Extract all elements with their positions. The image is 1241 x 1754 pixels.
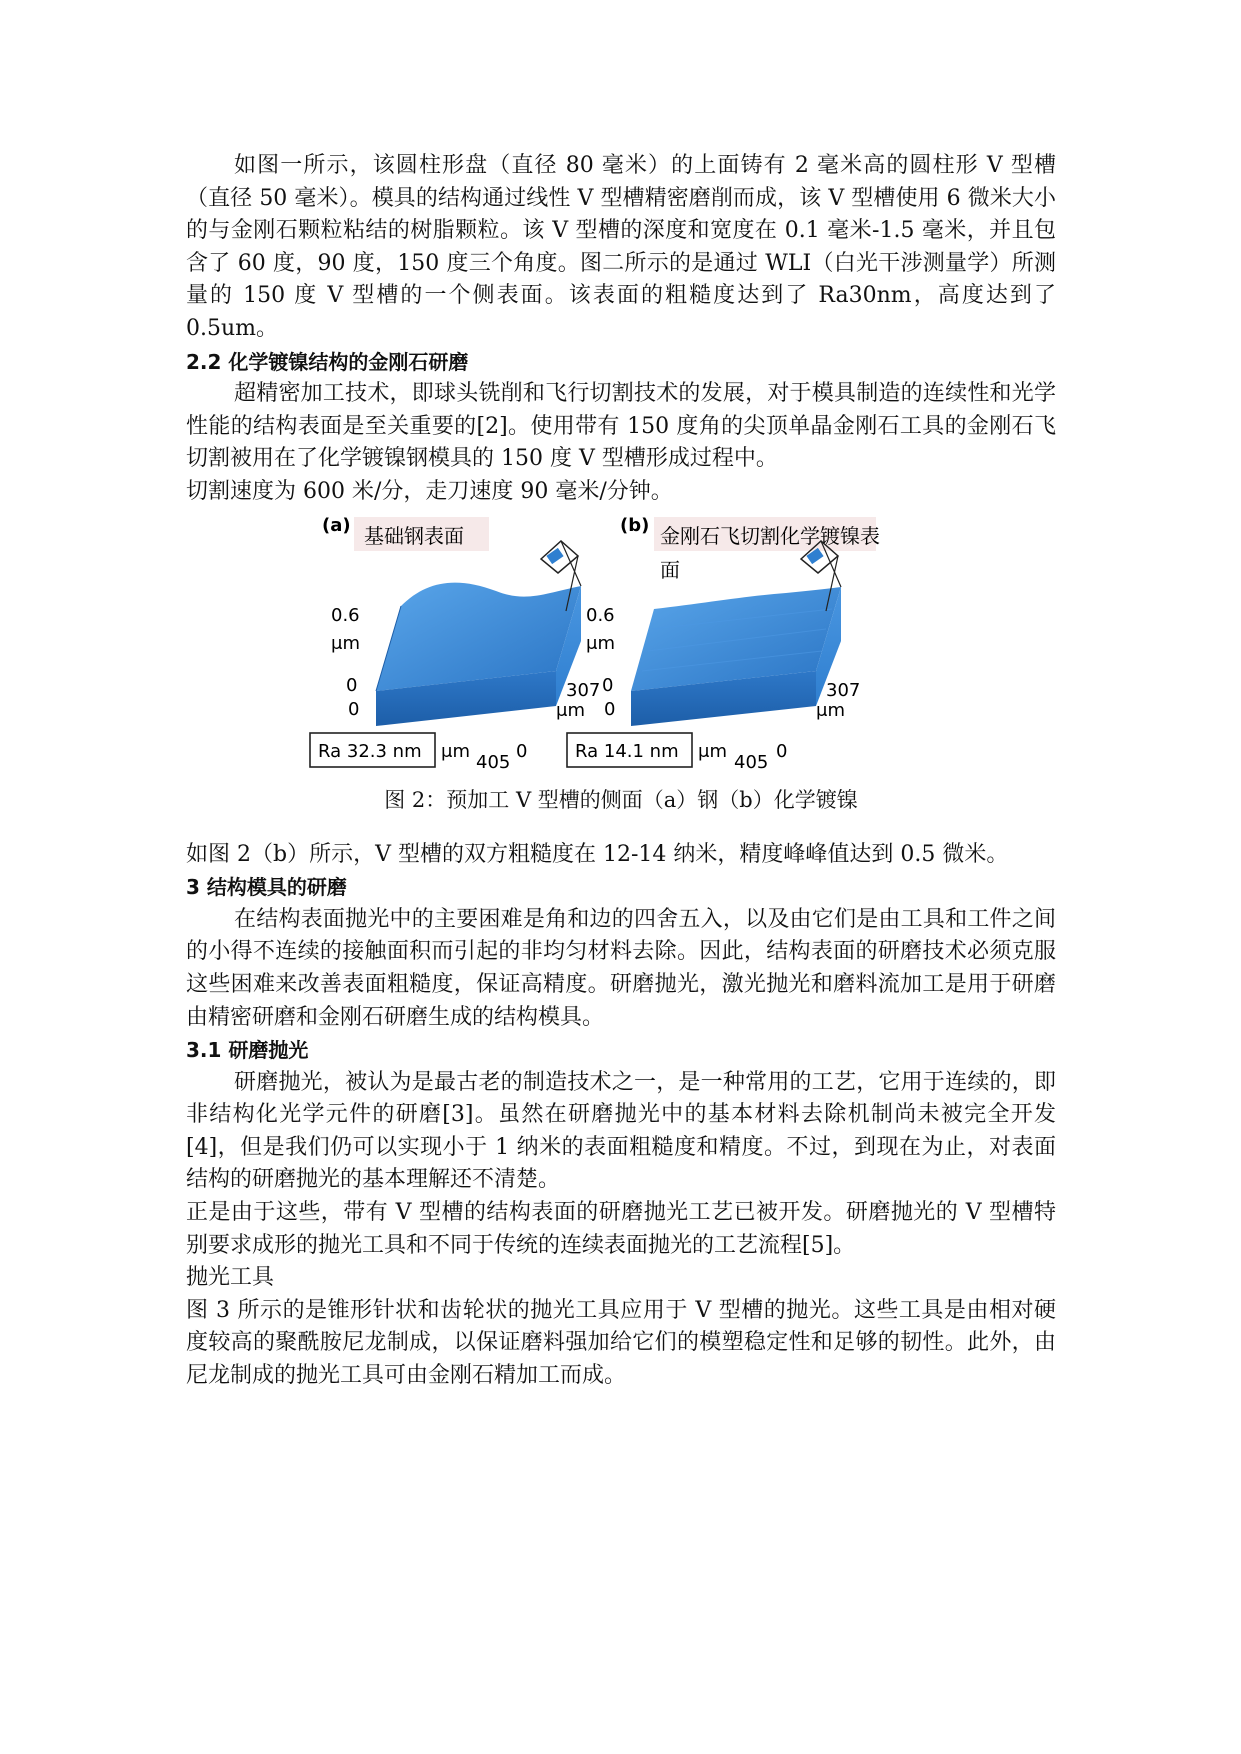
panel-b-x-zero: 0 (604, 698, 616, 720)
panel-a-title: 基础钢表面 (364, 523, 464, 548)
paragraph-intro: 如图一所示，该圆柱形盘（直径 80 毫米）的上面铸有 2 毫米高的圆柱形 V 型槽（直径 50 毫米）。模具的结构通过线性 V 型槽精密磨削而成，该 V 型槽使用 6 微米大小的与金刚石颗粒粘结的树脂颗粒。该 V 型槽的深度和宽度在 0.1 毫米-1.5 毫米，并且包含了 60 度，90 度，150 度三个角度。图二所示的是通过 WLI（白光干涉测量学）所测量的 150 度 V 型槽的一个侧表面。该表面的粗糙度达到了 Ra30nm，高度达到了 0.5um。 (186, 153, 1056, 341)
figure-2-graphic (186, 511, 1056, 781)
paragraph-polishing: 研磨抛光，被认为是最古老的制造技术之一，是一种常用的工艺，它用于连续的，即非结构化光学元件的研磨[3]。虽然在研磨抛光中的基本材料去除机制尚未被完全开发[4]，但是我们仍可以实现小于 1 纳米的表面粗糙度和精度。不过，到现在为止，对表面结构的研磨抛光的基本理解还不清楚。 (186, 1069, 1056, 1193)
section-heading-2-2: 2.2 化学镀镍结构的金刚石研磨 (186, 349, 469, 374)
paragraph-cutting-speed: 切割速度为 600 米/分，走刀速度 90 毫米/分钟。 (186, 478, 673, 504)
panel-b-ra: Ra 14.1 nm (575, 740, 679, 762)
panel-a-x-max: 405 (476, 751, 511, 773)
figure-2 (186, 511, 1056, 781)
panel-a-y-max: 307 (566, 679, 601, 701)
figure-2-caption: 图 2：预加工 V 型槽的侧面（a）钢（b）化学镀镍 (384, 787, 858, 812)
section-heading-3-1: 3.1 研磨抛光 (186, 1038, 309, 1063)
panel-a-x-unit: μm (441, 740, 470, 762)
panel-b-label: (b) (620, 514, 650, 536)
paragraph-diamond-machining: 超精密加工技术，即球头铣削和飞行切割技术的发展，对于模具制造的连续性和光学性能的结构表面是至关重要的[2]。使用带有 150 度角的尖顶单晶金刚石工具的金刚石飞切割被用在了化学镀镍钢模具的 150 度 V 型槽形成过程中。 (186, 381, 1056, 472)
panel-a-ra: Ra 32.3 nm (318, 740, 422, 762)
panel-a-y-zero: 0 (516, 740, 528, 762)
paragraph-difficulties: 在结构表面抛光中的主要困难是角和边的四舍五入，以及由它们是由工具和工件之间的小得不连续的接触面积而引起的非均匀材料去除。因此，结构表面的研磨技术必须克服这些困难来改善表面粗糙度，保证高精度。研磨抛光，激光抛光和磨料流加工是用于研磨由精密研磨和金刚石研磨生成的结构模具。 (186, 906, 1056, 1030)
panel-a-z-top: 0.6 (331, 604, 360, 626)
panel-a-z-unit: μm (331, 632, 360, 654)
panel-a (310, 515, 600, 773)
document-page (186, 150, 1056, 1393)
panel-b-x-unit: μm (698, 740, 727, 762)
paragraph-tools: 图 3 所示的是锥形针状和齿轮状的抛光工具应用于 V 型槽的抛光。这些工具是由相对硬度较高的聚酰胺尼龙制成，以保证磨料强加给它们的模塑稳定性和足够的韧性。此外，由尼龙制成的抛光工具可由金刚石精加工而成。 (186, 1297, 1056, 1389)
panel-b-x-max: 405 (734, 751, 769, 773)
panel-a-y-unit: μm (556, 699, 585, 721)
paragraph-vgroove-process: 正是由于这些，带有 V 型槽的结构表面的研磨抛光工艺已被开发。研磨抛光的 V 型槽特别要求成形的抛光工具和不同于传统的连续表面抛光的工艺流程[5]。 (186, 1200, 1056, 1258)
panel-b-title-line1: 金刚石飞切割化学镀镍表 (660, 523, 880, 548)
paragraph-roughness: 如图 2（b）所示，V 型槽的双方粗糙度在 12-14 纳米，精度峰峰值达到 0.5 微米。 (186, 841, 1009, 867)
panel-a-z-zero: 0 (346, 674, 358, 696)
panel-a-x-zero: 0 (348, 698, 360, 720)
panel-b-z-unit: μm (586, 632, 615, 654)
panel-b (567, 515, 880, 773)
panel-b-title-line2: 面 (660, 557, 680, 582)
panel-b-z-zero: 0 (602, 674, 614, 696)
panel-b-y-unit: μm (816, 699, 845, 721)
panel-b-y-zero: 0 (776, 740, 788, 762)
panel-b-z-top: 0.6 (586, 604, 615, 626)
panel-a-label: (a) (322, 514, 351, 536)
paragraph-tools-title: 抛光工具 (186, 1265, 275, 1291)
section-heading-3: 3 结构模具的研磨 (186, 875, 347, 900)
panel-b-y-max: 307 (826, 679, 861, 701)
